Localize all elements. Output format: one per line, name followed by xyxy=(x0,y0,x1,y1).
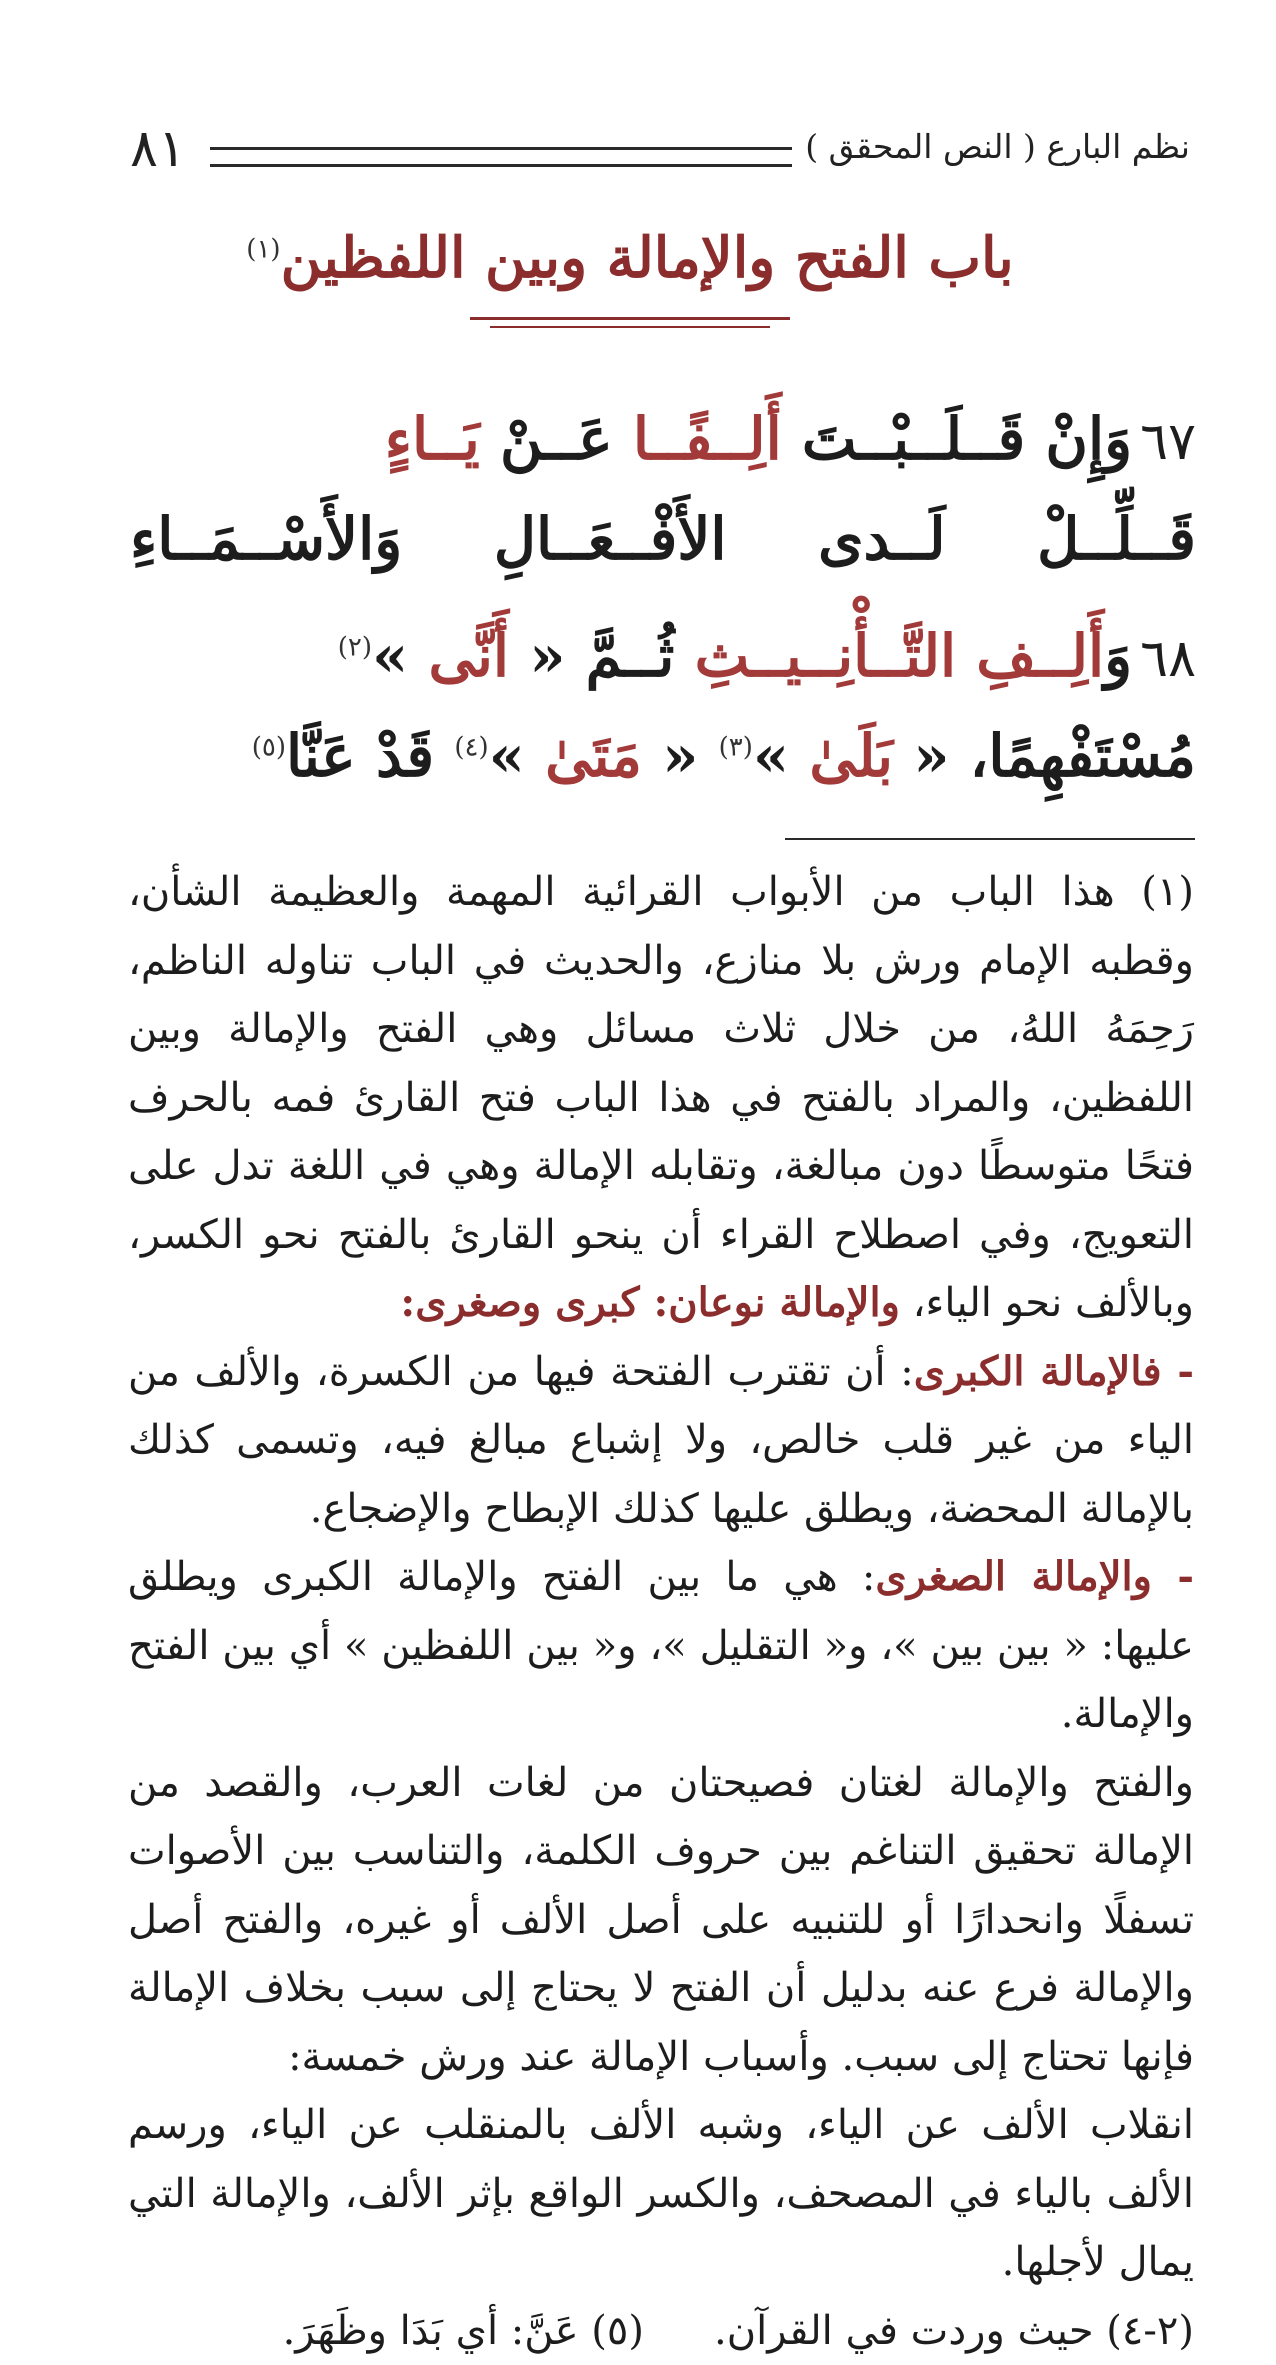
highlight-word: أَلِــفًــا xyxy=(633,405,782,473)
highlight-word: أَلِــفِ التَّــأْنِــيــثِ xyxy=(695,622,1105,690)
verse-67-line-1: ٦٧وَإِنْ قَــلَــبْــتَ أَلِــفًــا عَــنْ يَــاءٍ xyxy=(385,405,1196,473)
header-title: نظم البارع ( النص المحقق ) xyxy=(805,127,1190,166)
highlight-word: يَــاءٍ xyxy=(385,405,480,473)
verse-68-line-1: ٦٨وَأَلِــفِ التَّــأْنِــيــثِ ثُــمَّ « أَنَّى »$^{(٢)}$ xyxy=(338,622,1196,690)
footnotes xyxy=(128,858,1194,2365)
verse-67-line-2: قَــلِّــلْ لَــدى الأَفْــعَــالِ وَالأَسْــمَــاءِ xyxy=(130,505,1196,573)
note-ref: (٥) xyxy=(252,733,286,763)
footnote-kubra: - فالإمالة الكبرى: أن تقترب الفتحة فيها من الكسرة، والألف من الياء من غير قلب خالص، ولا إشباع مبالغ فيه، وتسمى كذلك بالإمالة المحضة، ويطلق عليها كذلك الإبطاح والإضجاع. xyxy=(128,1338,1194,1544)
note-ref: (٣) xyxy=(719,733,753,763)
footnote-sughra: - والإمالة الصغرى: هي ما بين الفتح والإمالة الكبرى ويطلق عليها: « بين بين »، و« التقليل »، و« بين اللفظين » أي بين الفتح والإمالة. xyxy=(128,1543,1194,1749)
footnote-separator xyxy=(785,838,1195,840)
highlight-word: أَنَّى xyxy=(428,622,509,690)
footnote-para-2: والفتح والإمالة لغتان فصيحتان من لغات العرب، والقصد من الإمالة تحقيق التناغم بين حروف الكلمة، والتناسب بين الأصوات تسفلًا وانحدارًا أو للتنبيه على أصل الألف أو غيره، والفتح أصل والإمالة فرع عنه بدليل أن الفتح لا يحتاج إلى سبب بخلاف الإمالة فإنها تحتاج إلى سبب. وأسباب الإمالة عند ورش خمسة: xyxy=(128,1749,1194,2092)
note-ref: (٢) xyxy=(338,633,372,663)
verse-number: ٦٨ xyxy=(1140,629,1196,689)
term-label: - فالإمالة الكبرى xyxy=(914,1348,1194,1395)
chapter-note-ref: (١) xyxy=(246,234,280,264)
footnote-5: (٥) عَنَّ: أي بَدَا وظَهَرَ. xyxy=(283,2297,644,2365)
running-header xyxy=(130,125,1190,181)
page-number: ٨١ xyxy=(130,119,186,179)
footnote-1: (١) هذا الباب من الأبواب القرائية المهمة والعظيمة الشأن، وقطبه الإمام ورش بلا منازع، والحديث في الباب تناوله الناظم، رَحِمَهُ اللهُ، من خلال ثلاث مسائل وهي الفتح والإمالة وبين اللفظين، والمراد بالفتح في هذا الباب فتح القارئ فمه بالحرف فتحًا متوسطًا دون مبالغة، وتقابله الإمالة وهي في اللغة تدل على التعويج، وفي اصطلاح القراء أن ينحو القارئ بالفتح نحو الكسر، وبالألف نحو الياء، والإمالة نوعان: كبرى وصغرى: xyxy=(128,858,1194,1338)
highlight-word: بَلَىٰ xyxy=(809,722,893,790)
chapter-underline xyxy=(470,317,790,328)
footnote-last-row xyxy=(128,2297,1194,2365)
verse-68-line-2: مُسْتَفْهِمًا، « بَلَىٰ »$^{(٣)}$ « مَتَىٰ »$^{(٤)}$ قَدْ عَنَّا$^{(٥)}$ xyxy=(252,722,1196,790)
note-ref: (٤) xyxy=(454,733,488,763)
footnote-para-3: انقلاب الألف عن الياء، وشبه الألف بالمنقلب عن الياء، ورسم الألف بالياء في المصحف، والكسر الواقع بإثر الألف، والإمالة التي يمال لأجلها. xyxy=(128,2091,1194,2297)
highlight-word: مَتَىٰ xyxy=(545,722,642,790)
emphasis-text: والإمالة نوعان: كبرى وصغرى: xyxy=(400,1279,899,1326)
header-double-rule xyxy=(210,147,792,167)
chapter-heading xyxy=(180,225,1080,291)
verse-number: ٦٧ xyxy=(1140,412,1196,472)
footnote-2-4: (٢-٤) حيث وردت في القرآن. xyxy=(714,2297,1194,2365)
term-label: - والإمالة الصغرى xyxy=(875,1553,1194,1600)
chapter-title xyxy=(246,225,1013,291)
chapter-title-text: باب الفتح والإمالة وبين اللفظين xyxy=(281,225,1014,291)
